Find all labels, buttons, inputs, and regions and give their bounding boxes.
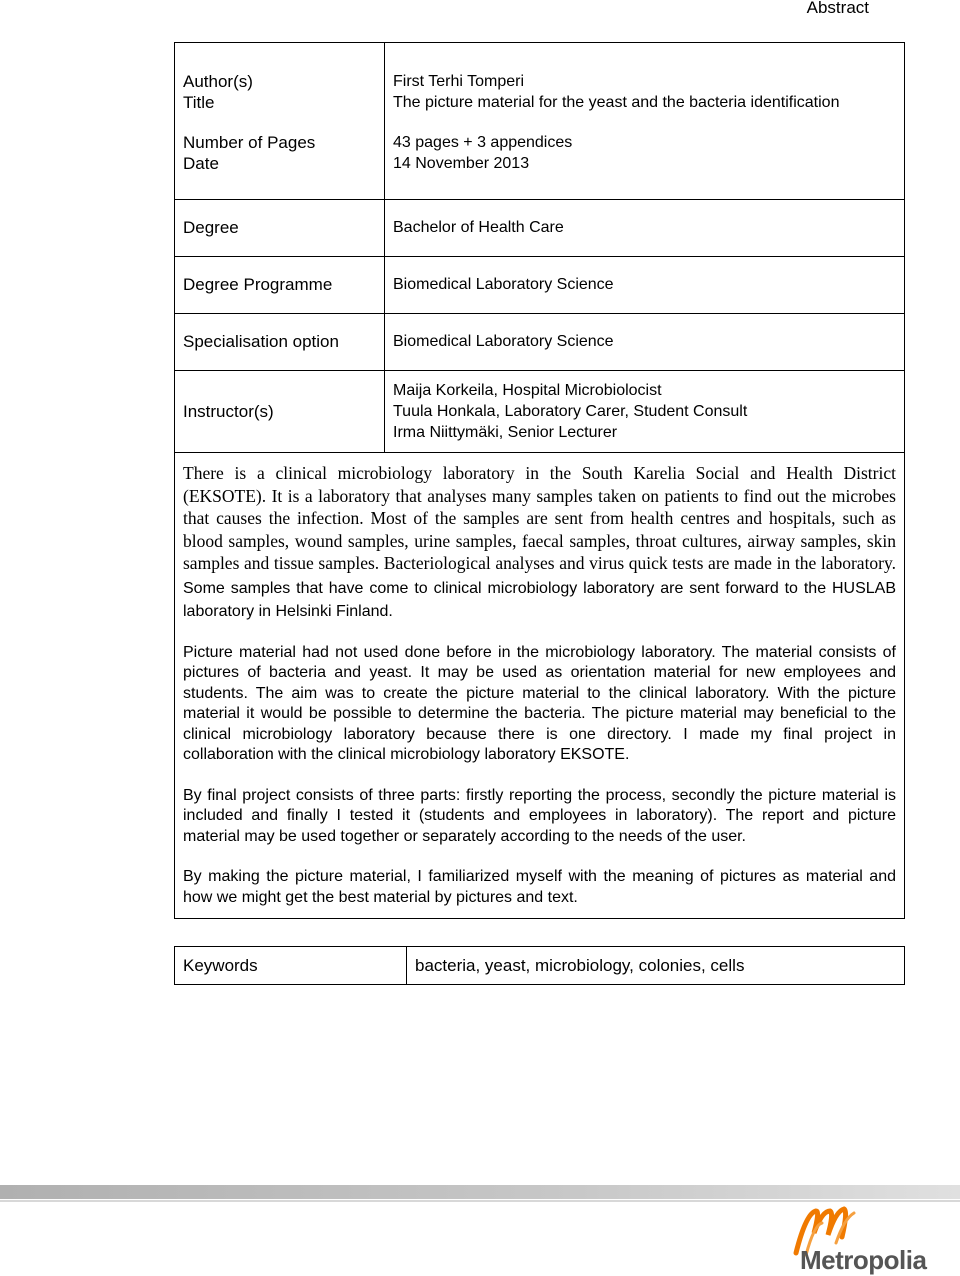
title-label: Title [183, 93, 215, 112]
footer-line [0, 1200, 960, 1202]
programme-row [175, 257, 904, 314]
degree-value: Bachelor of Health Care [393, 219, 564, 236]
keywords-row [174, 946, 905, 985]
abstract-table [174, 42, 905, 919]
specialisation-label: Specialisation option [175, 314, 385, 370]
degree-label: Degree [175, 200, 385, 256]
abstract-p1-sans: Some samples that have come to clinical microbiology laboratory are sent forward to the HUSLAB laboratory in Helsinki Finland. [183, 579, 896, 620]
instructor-name: Irma Niittymäki, Senior Lecturer [393, 424, 618, 441]
instructor-name: Tuula Honkala, Laboratory Carer, Student Consult [393, 403, 748, 420]
date-value: 14 November 2013 [393, 155, 530, 172]
instructor-name: Maija Korkeila, Hospital Microbiolocist [393, 382, 662, 399]
pages-value: 43 pages + 3 appendices [393, 134, 573, 151]
author-value: First Terhi Tomperi [393, 73, 524, 90]
page-header-title: Abstract [806, 0, 869, 17]
date-label: Date [183, 154, 219, 173]
pages-label: Number of Pages [183, 133, 316, 152]
info-labels [175, 43, 385, 199]
abstract-paragraph-2: Picture material had not used done before in the microbiology laboratory. The material consists of pictures of bacteria and yeast. It may be used as orientation material for new employees and students. The aim was to create the picture material to the clinical laboratory. With the picture material it would be possible to determine the bacteria. The picture material may beneficial to the clinical microbiology laboratory because there is one directory. I made my final project in collaboration with the clinical microbiology laboratory EKSOTE. [183, 643, 896, 763]
abstract-paragraph-4: By making the picture material, I familiarized myself with the meaning of pictures as material and how we might get the best material by pictures and text. [183, 868, 896, 906]
instructors-label: Instructor(s) [175, 371, 385, 452]
footer-bar [0, 1185, 960, 1199]
programme-label: Degree Programme [175, 257, 385, 313]
logo-wordmark: Metropolia [800, 1245, 927, 1275]
keywords-value: bacteria, yeast, microbiology, colonies, cells [415, 955, 745, 975]
degree-row [175, 200, 904, 257]
abstract-p1-serif: There is a clinical microbiology laboratory in the South Karelia Social and Health District (EKSOTE). It is a laboratory that analyses many samples taken on patients to find out the microbes that causes the infection. Most of the samples are sent from health centres and hospitals, such as blood samples, wound samples, urine samples, faecal samples, throat cultures, airway samples, skin samples and tissue samples. Bacteriological analyses and virus quick tests are made in the laboratory. [183, 463, 896, 573]
title-value: The picture material for the yeast and the bacteria identification [393, 94, 840, 111]
info-row [175, 43, 904, 200]
abstract-body [175, 453, 904, 918]
specialisation-value: Biomedical Laboratory Science [393, 333, 614, 350]
instructors-list [385, 371, 904, 452]
abstract-paragraph-1 [183, 462, 896, 623]
specialisation-row [175, 314, 904, 371]
instructors-row [175, 371, 904, 453]
keywords-label: Keywords [175, 947, 407, 984]
abstract-paragraph-3: By final project consists of three parts: firstly reporting the process, secondly the picture material is included and finally I tested it (students and employees in laboratory). The report and picture material may be used together or separately according to the needs of the user. [183, 786, 896, 845]
programme-value: Biomedical Laboratory Science [393, 276, 614, 293]
author-label: Author(s) [183, 72, 253, 91]
info-values [385, 43, 904, 199]
